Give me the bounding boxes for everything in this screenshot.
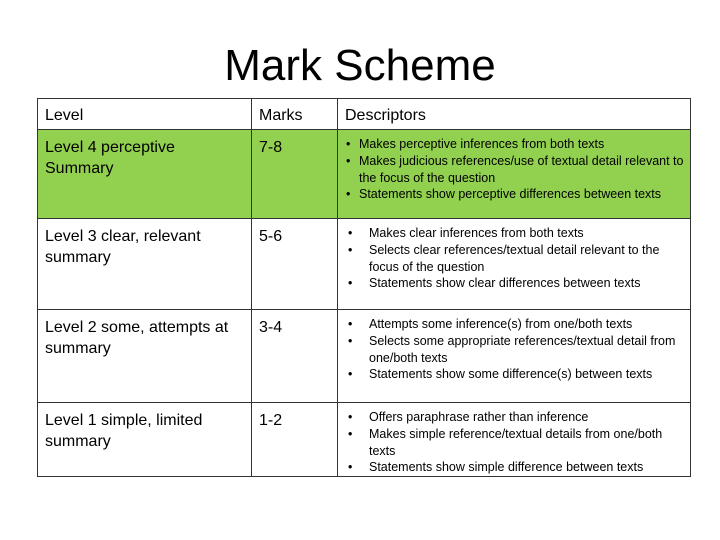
table-row-level-3 xyxy=(38,219,691,310)
descriptor-item: • Makes judicious references/use of textual detail relevant to the focus of the question xyxy=(346,153,686,187)
descriptors-cell xyxy=(338,219,691,310)
header-descriptors: Descriptors xyxy=(338,99,691,130)
mark-scheme-table xyxy=(37,98,691,477)
marks-cell: 3-4 xyxy=(252,310,338,403)
table-row-level-2 xyxy=(38,310,691,403)
level-cell: Level 3 clear, relevant summary xyxy=(38,219,252,310)
descriptor-list xyxy=(338,130,690,203)
page-title: Mark Scheme xyxy=(224,41,496,90)
marks-cell: 5-6 xyxy=(252,219,338,310)
descriptor-item: • Selects some appropriate references/textual detail from one/both texts xyxy=(346,333,686,367)
descriptors-cell xyxy=(338,130,691,219)
descriptor-list xyxy=(338,310,690,383)
table-header-row xyxy=(38,99,691,130)
descriptor-item: • Statements show clear differences between texts xyxy=(346,275,686,292)
descriptor-list xyxy=(338,403,690,476)
marks-cell: 7-8 xyxy=(252,130,338,219)
table-row-level-4 xyxy=(38,130,691,219)
descriptor-item: • Makes clear inferences from both texts xyxy=(346,225,686,242)
descriptor-list xyxy=(338,219,690,292)
level-cell: Level 1 simple, limited summary xyxy=(38,403,252,477)
descriptor-item: • Makes simple reference/textual details from one/both texts xyxy=(346,426,686,460)
descriptors-cell xyxy=(338,403,691,477)
header-marks: Marks xyxy=(252,99,338,130)
descriptor-item: • Statements show simple difference between texts xyxy=(346,459,686,476)
descriptor-item: • Statements show some difference(s) between texts xyxy=(346,366,686,383)
table-row-level-1 xyxy=(38,403,691,477)
descriptor-item: • Selects clear references/textual detail relevant to the focus of the question xyxy=(346,242,686,276)
descriptor-item: • Statements show perceptive differences between texts xyxy=(346,186,686,203)
level-cell: Level 2 some, attempts at summary xyxy=(38,310,252,403)
level-cell: Level 4 perceptive Summary xyxy=(38,130,252,219)
descriptor-item: • Offers paraphrase rather than inference xyxy=(346,409,686,426)
descriptor-item: • Makes perceptive inferences from both texts xyxy=(346,136,686,153)
header-level: Level xyxy=(38,99,252,130)
descriptors-cell xyxy=(338,310,691,403)
marks-cell: 1-2 xyxy=(252,403,338,477)
descriptor-item: • Attempts some inference(s) from one/both texts xyxy=(346,316,686,333)
